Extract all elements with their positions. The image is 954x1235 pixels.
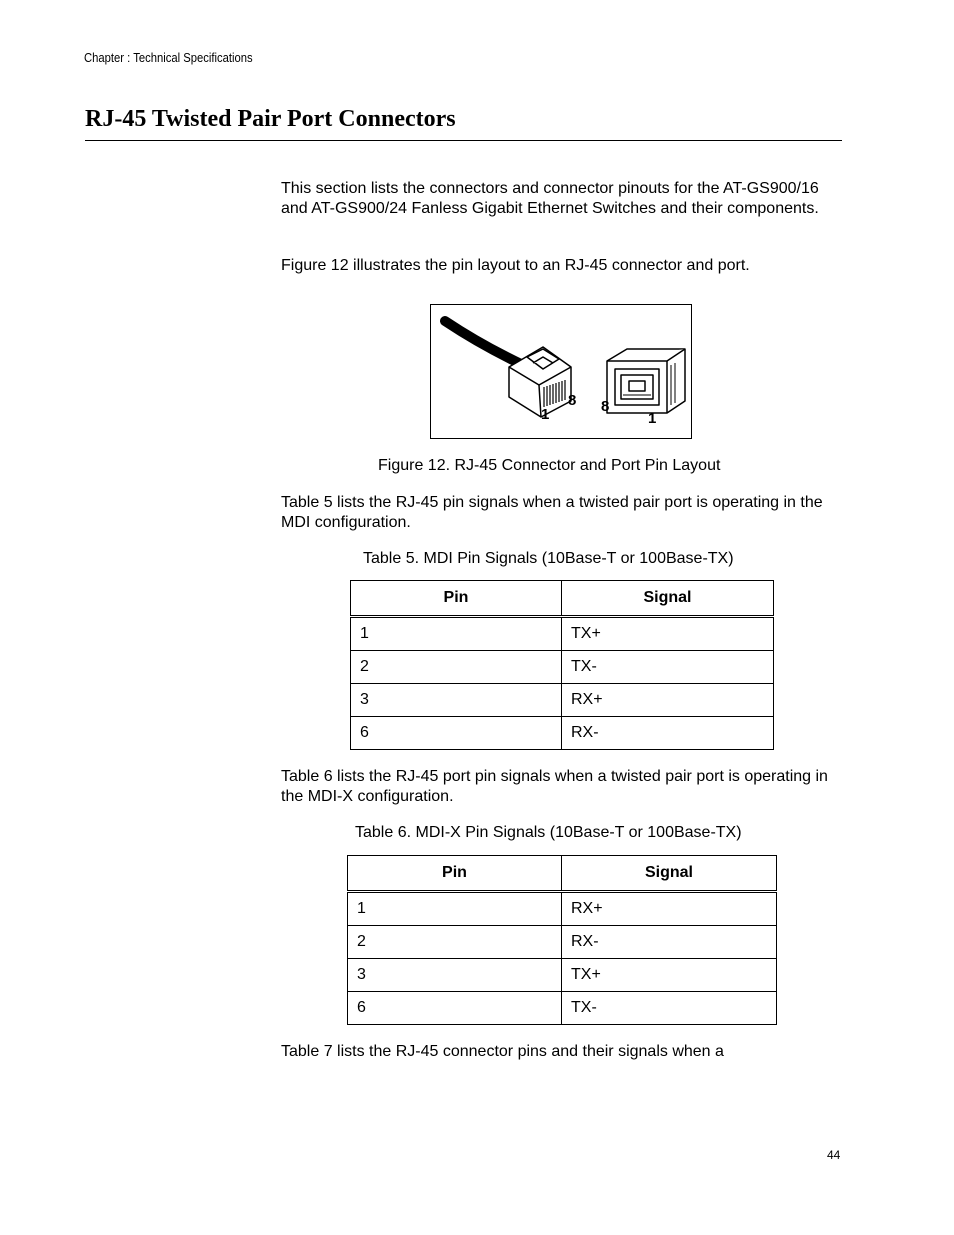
table-row (351, 617, 774, 651)
table7-reference-paragraph: Table 7 lists the RJ-45 connector pins and their signals when a (281, 1043, 724, 1060)
signal-cell: RX+ (562, 892, 777, 926)
signal-cell: TX- (562, 651, 774, 684)
section-title: RJ-45 Twisted Pair Port Connectors (85, 106, 456, 132)
table5-reference-paragraph: Table 5 lists the RJ-45 pin signals when a twisted pair port is operating in the MDI configuration. (281, 494, 823, 531)
mdi-x-pin-signals-table (347, 855, 777, 1025)
mdi-pin-signals-table (350, 580, 774, 750)
table5-caption: Table 5. MDI Pin Signals (10Base-T or 100Base-TX) (363, 550, 734, 567)
table-row (348, 959, 777, 992)
figure-caption: Figure 12. RJ-45 Connector and Port Pin Layout (378, 457, 721, 474)
signal-cell: TX+ (562, 959, 777, 992)
page-number: 44 (827, 1148, 841, 1162)
pin-cell: 1 (348, 892, 562, 926)
table-row (351, 651, 774, 684)
table6-reference-paragraph: Table 6 lists the RJ-45 port pin signals when a twisted pair port is operating in the MDI-X configuration. (281, 768, 828, 805)
running-header: Chapter : Technical Specifications (84, 51, 253, 65)
table6-caption: Table 6. MDI-X Pin Signals (10Base-T or 100Base-TX) (355, 824, 742, 841)
signal-cell: TX- (562, 992, 777, 1025)
table-row (351, 684, 774, 717)
pin-cell: 6 (351, 717, 562, 750)
pin-cell: 6 (348, 992, 562, 1025)
pin-cell: 2 (348, 926, 562, 959)
rj45-figure (430, 304, 692, 439)
pin-cell: 2 (351, 651, 562, 684)
signal-cell: RX- (562, 717, 774, 750)
table-row (351, 717, 774, 750)
signal-column-header: Signal (562, 581, 774, 617)
signal-cell: RX+ (562, 684, 774, 717)
table-row (348, 926, 777, 959)
port-pin-8-label: 8 (601, 398, 610, 415)
pin-cell: 1 (351, 617, 562, 651)
title-rule (85, 140, 842, 141)
port-pin-1-label: 1 (648, 410, 657, 427)
plug-pin-1-label: 1 (541, 406, 550, 423)
signal-cell: TX+ (562, 617, 774, 651)
table-header-row (348, 856, 777, 892)
figure-reference-paragraph: Figure 12 illustrates the pin layout to an RJ-45 connector and port. (281, 257, 750, 274)
signal-cell: RX- (562, 926, 777, 959)
table-header-row (351, 581, 774, 617)
table-row (348, 892, 777, 926)
pin-cell: 3 (348, 959, 562, 992)
pin-cell: 3 (351, 684, 562, 717)
plug-pin-8-label: 8 (568, 392, 577, 409)
pin-column-header: Pin (351, 581, 562, 617)
pin-column-header: Pin (348, 856, 562, 892)
table-row (348, 992, 777, 1025)
intro-paragraph: This section lists the connectors and connector pinouts for the AT-GS900/16 and AT-GS900/24 Fanless Gigabit Ethernet Switches and their components. (281, 180, 819, 217)
signal-column-header: Signal (562, 856, 777, 892)
